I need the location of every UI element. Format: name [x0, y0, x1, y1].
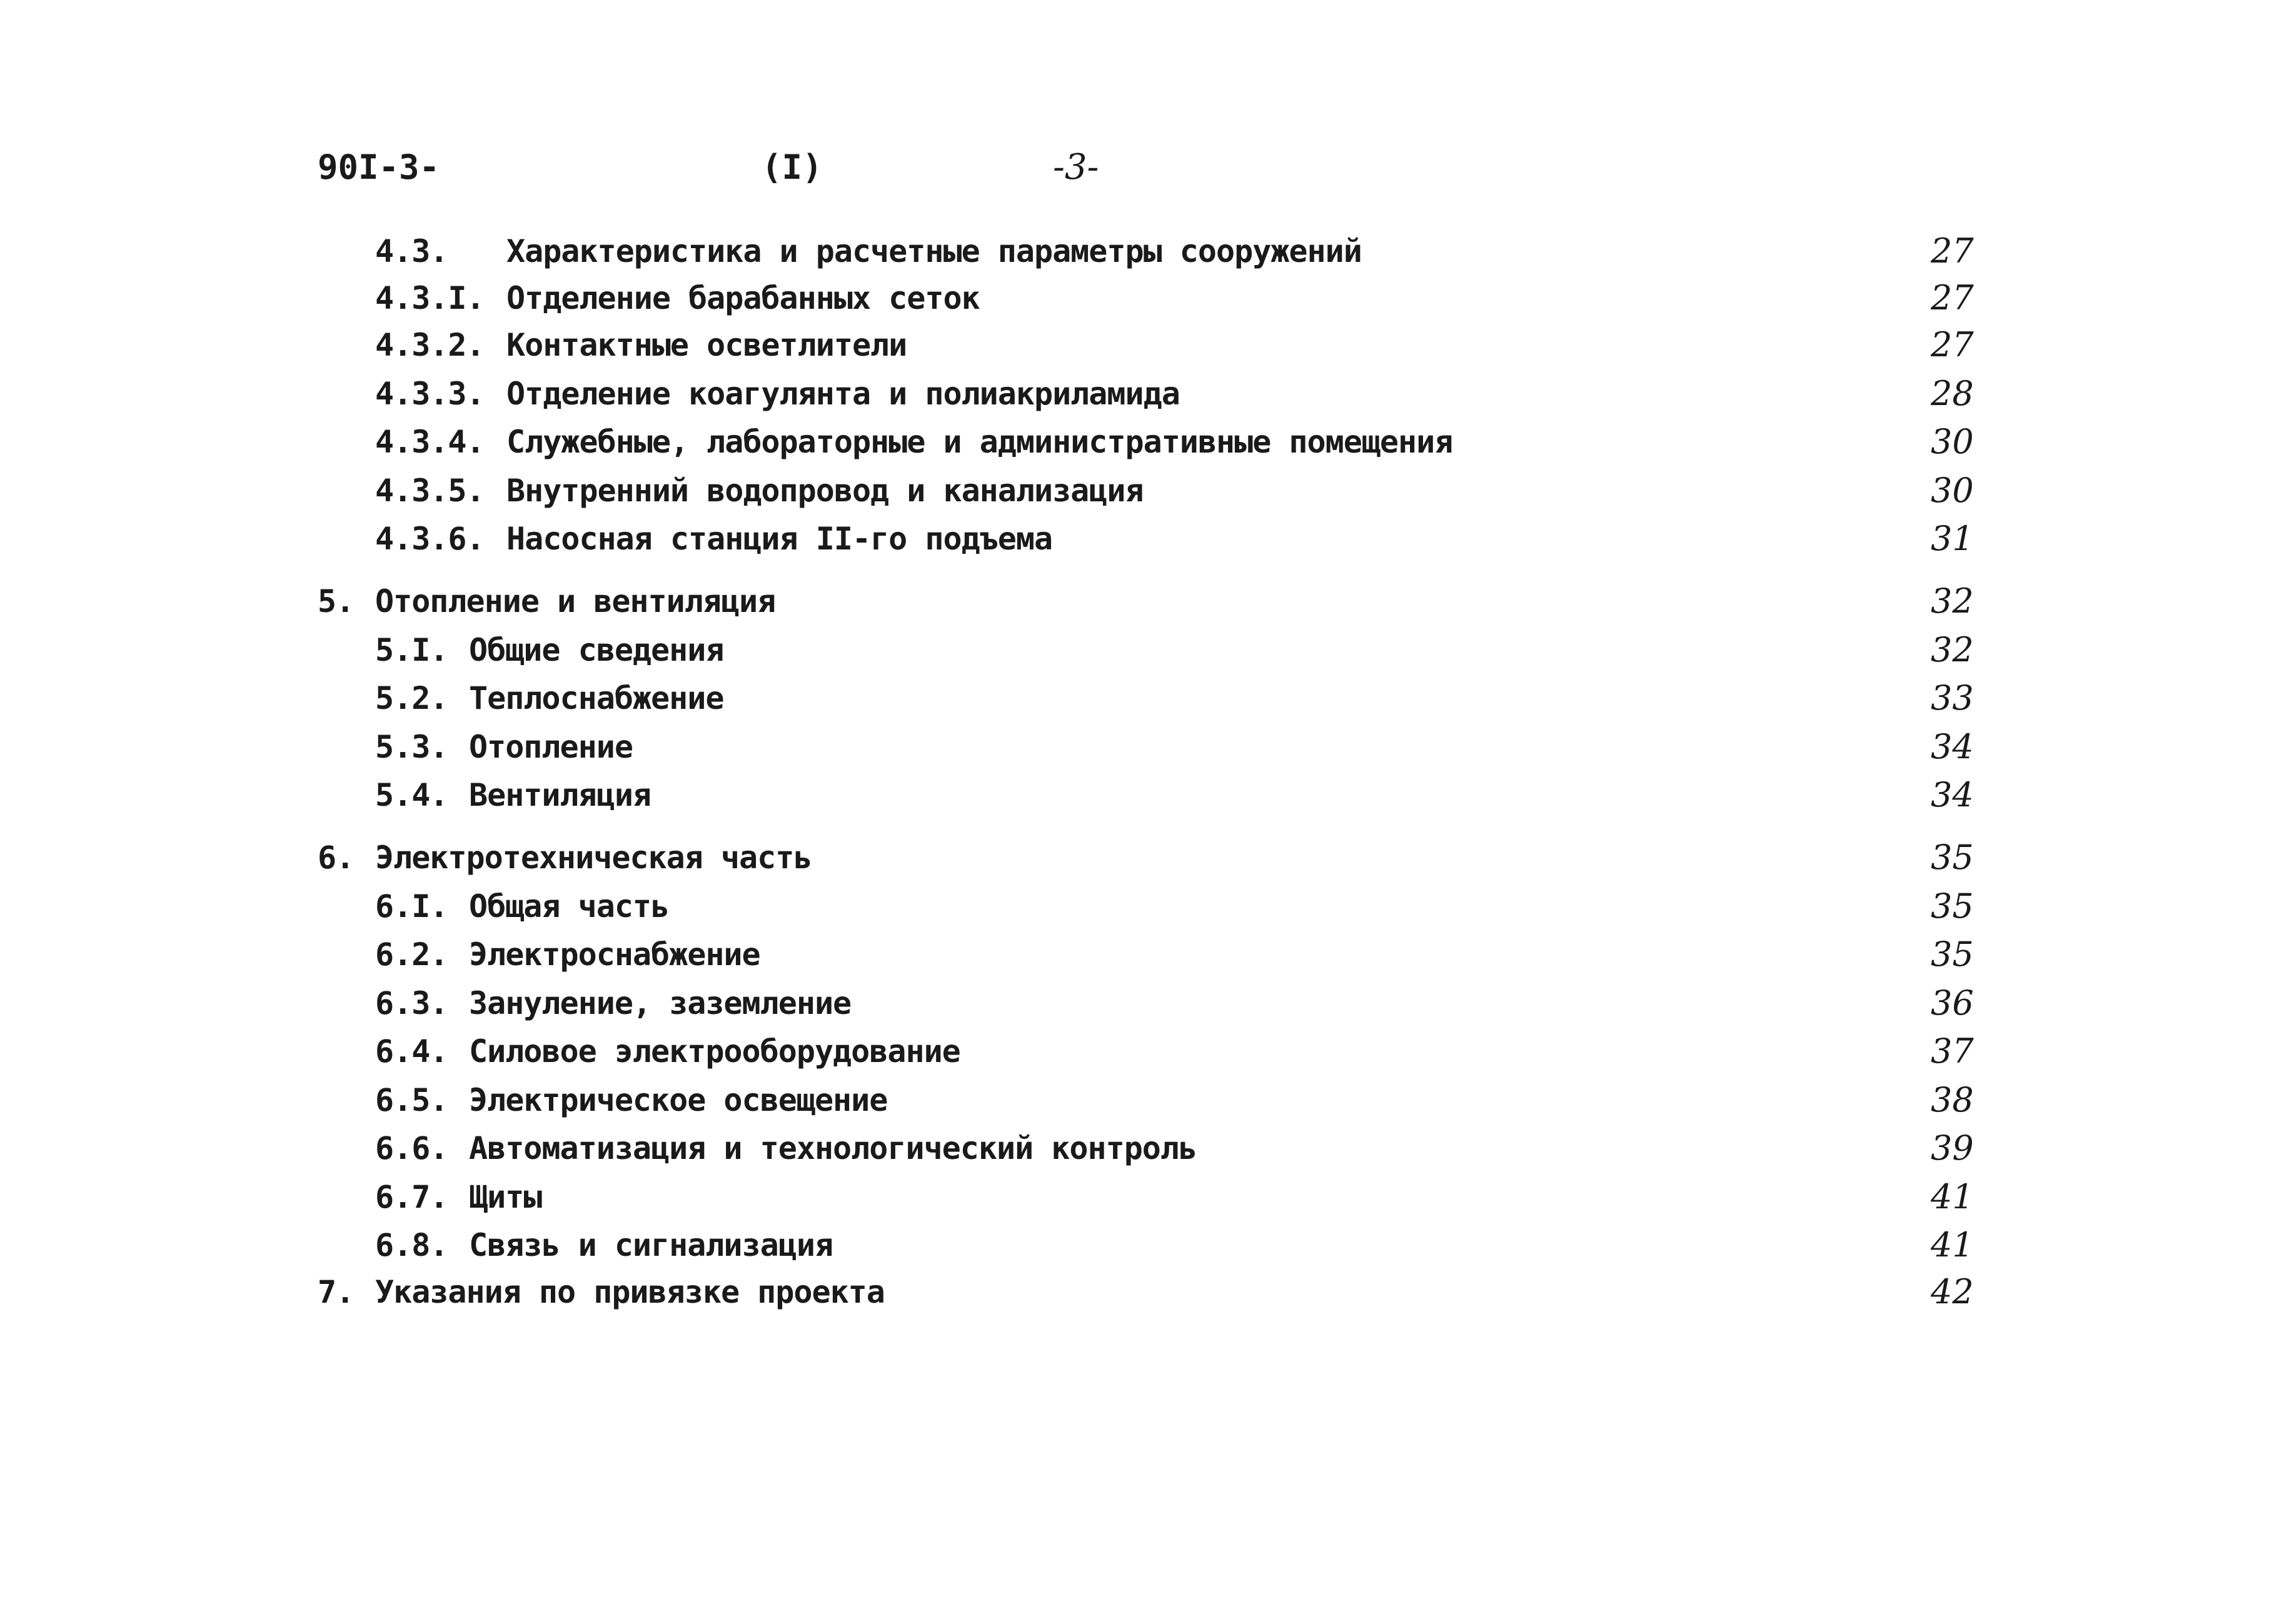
- toc-entry: [0, 322, 2289, 368]
- toc-section-number: 5.: [318, 583, 355, 619]
- toc-entry-number: 5.2.: [375, 680, 448, 716]
- toc-entry: [0, 1222, 2289, 1268]
- toc-entry-number: 6.4.: [375, 1033, 448, 1070]
- toc-entry-number: 6.6.: [375, 1130, 448, 1166]
- toc-entry: [0, 468, 2289, 514]
- toc-entry-number: 6.I.: [375, 888, 448, 925]
- toc-entry-number: 4.3.4.: [375, 424, 485, 460]
- toc-entry-page: 32: [1931, 630, 1974, 669]
- toc-entry-page: 41: [1931, 1225, 1974, 1265]
- toc-entry-title: Характеристика и расчетные параметры сооружений: [506, 233, 1362, 269]
- toc-entry-title: Внутренний водопровод и канализация: [506, 473, 1144, 509]
- toc-entry-number: 6.5.: [375, 1082, 448, 1118]
- toc-entry: [0, 980, 2289, 1026]
- page-header: [0, 143, 2289, 193]
- toc-entry-page: 30: [1931, 422, 1974, 461]
- toc-entry-number: 4.3.I.: [375, 280, 485, 316]
- toc-entry-title: Щиты: [469, 1179, 542, 1215]
- toc-entry-page: 27: [1931, 231, 1974, 271]
- toc-entry: [0, 772, 2289, 818]
- toc-entry: [0, 419, 2289, 465]
- toc-section-number: 6.: [318, 840, 355, 876]
- toc-entry: [0, 228, 2289, 274]
- toc-section-page: 32: [1931, 581, 1974, 621]
- toc-section-title: Отопление и вентиляция: [375, 583, 776, 619]
- toc-entry: [0, 675, 2289, 721]
- toc-entry: [0, 275, 2289, 321]
- toc-entry-title: Связь и сигнализация: [469, 1227, 833, 1263]
- toc-entry-page: 33: [1931, 678, 1974, 718]
- toc-entry-title: Отделение коагулянта и полиакриламида: [506, 376, 1180, 412]
- toc-entry-page: 34: [1931, 727, 1974, 766]
- toc-entry-page: 39: [1931, 1128, 1974, 1168]
- toc-entry-title: Насосная станция II-го подъема: [506, 521, 1053, 557]
- toc-section: [0, 1269, 2289, 1315]
- toc-section-page: 35: [1931, 838, 1974, 877]
- toc-section-title: Указания по привязке проекта: [375, 1274, 885, 1310]
- toc-entry-number: 4.3.3.: [375, 376, 485, 412]
- toc-entry: [0, 883, 2289, 930]
- toc-entry-number: 6.8.: [375, 1227, 448, 1263]
- toc-entry-number: 5.I.: [375, 632, 448, 668]
- toc-entry-number: 6.3.: [375, 985, 448, 1021]
- toc-entry-title: Автоматизация и технологический контроль: [469, 1130, 1197, 1166]
- toc-entry-number: 4.3.2.: [375, 327, 485, 363]
- toc-entry-number: 4.3.5.: [375, 473, 485, 509]
- toc-entry-number: 5.4.: [375, 777, 448, 813]
- toc-entry-number: 4.3.: [375, 233, 448, 269]
- toc-entry-number: 6.2.: [375, 936, 448, 973]
- toc-section-title: Электротехническая часть: [375, 840, 812, 876]
- toc-entry-title: Силовое электрооборудование: [469, 1033, 960, 1070]
- page-number: -3-: [1053, 147, 1099, 188]
- toc-entry-page: 35: [1931, 935, 1974, 974]
- toc-entry-page: 27: [1931, 278, 1974, 318]
- toc-entry: [0, 931, 2289, 978]
- toc-section: [0, 835, 2289, 881]
- toc-entry-title: Вентиляция: [469, 777, 651, 813]
- toc-entry-title: Зануление, заземление: [469, 985, 852, 1021]
- toc-entry-page: 35: [1931, 886, 1974, 926]
- toc-entry-title: Общие сведения: [469, 632, 724, 668]
- toc-entry: [0, 1077, 2289, 1123]
- toc-entry-page: 31: [1931, 519, 1974, 558]
- toc-entry-title: Контактные осветлители: [506, 327, 907, 363]
- toc-entry: [0, 371, 2289, 417]
- toc-entry-title: Служебные, лабораторные и административные помещения: [506, 424, 1453, 460]
- toc-entry: [0, 516, 2289, 562]
- toc-entry-number: 4.3.6.: [375, 521, 485, 557]
- toc-section-number: 7.: [318, 1274, 355, 1310]
- toc-entry-title: Отделение барабанных сеток: [506, 280, 980, 316]
- toc-entry-page: 36: [1931, 983, 1974, 1023]
- toc-section: [0, 578, 2289, 624]
- toc-entry: [0, 1028, 2289, 1075]
- toc-entry-title: Общая часть: [469, 888, 670, 925]
- toc-entry-page: 28: [1931, 374, 1974, 413]
- toc-entry-title: Отопление: [469, 729, 633, 765]
- toc-entry: [0, 1125, 2289, 1171]
- toc-entry: [0, 1174, 2289, 1220]
- toc-entry-page: 37: [1931, 1031, 1974, 1071]
- toc-entry-page: 30: [1931, 471, 1974, 510]
- toc-entry: [0, 724, 2289, 770]
- toc-entry-page: 38: [1931, 1080, 1974, 1120]
- toc-entry-number: 5.3.: [375, 729, 448, 765]
- toc-entry-title: Электроснабжение: [469, 936, 760, 973]
- toc-entry-number: 6.7.: [375, 1179, 448, 1215]
- toc-entry-page: 34: [1931, 775, 1974, 815]
- document-code: 90I-3-: [318, 148, 440, 187]
- toc-entry-page: 27: [1931, 325, 1974, 364]
- toc-entry: [0, 627, 2289, 673]
- toc-entry-title: Электрическое освещение: [469, 1082, 888, 1118]
- volume-number: (I): [762, 148, 823, 187]
- toc-section-page: 42: [1931, 1272, 1974, 1311]
- toc-entry-title: Теплоснабжение: [469, 680, 724, 716]
- toc-entry-page: 41: [1931, 1177, 1974, 1216]
